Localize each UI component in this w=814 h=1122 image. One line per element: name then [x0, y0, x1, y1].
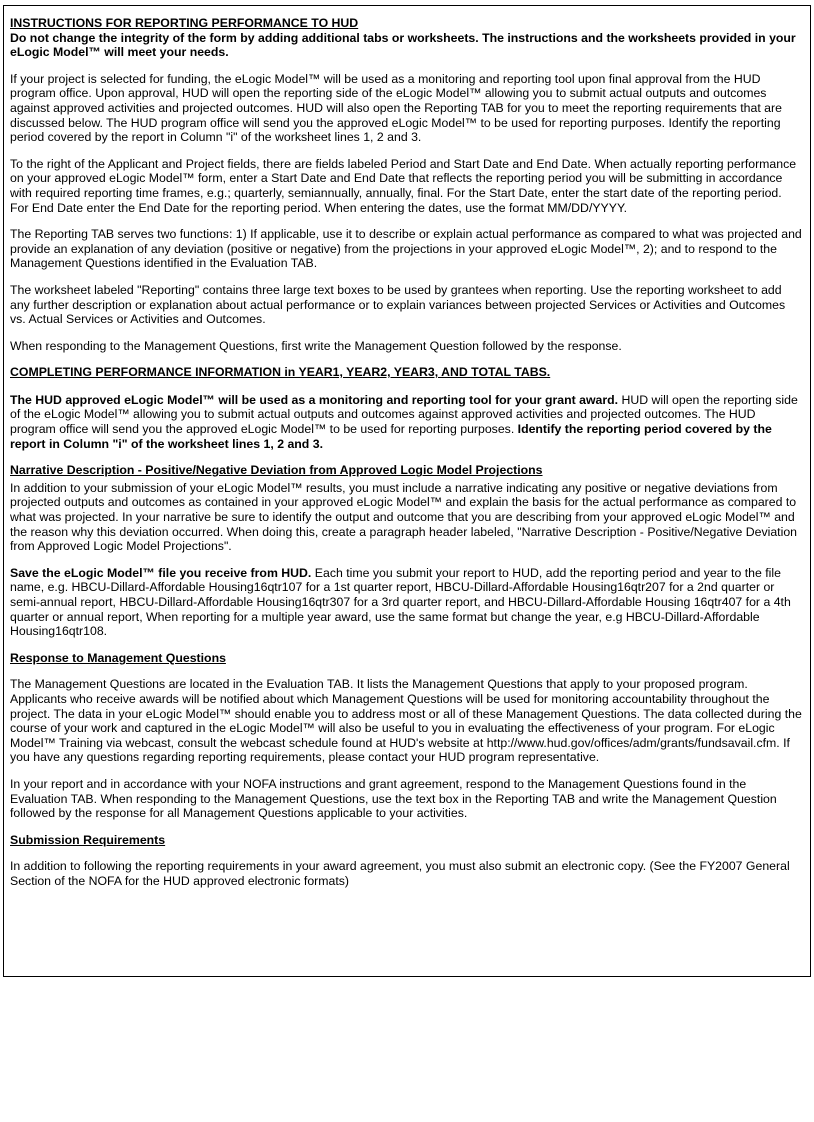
paragraph-reporting-tab-functions: The Reporting TAB serves two functions: 1) If applicable, use it to describe or explain actual performance as compared to what was projected and provide an explanation of any deviation (positive or negative) from the projections in your approved eLogic Model™, 2); and to respond to the Management Questions identified in the Evaluation TAB.	[10, 227, 802, 271]
lead-normal-text: HUD will open the reporting side of the eLogic Model™ allowing you to submit actual outputs and outcomes against approved activities and projected outcomes. The HUD program office will send you the approved eLogic Model™ to be used for reporting purposes.	[10, 392, 798, 437]
spacer	[10, 668, 802, 677]
save-file-rest: Each time you submit your report to HUD, add the reporting period and year to the file name, e.g. HBCU-Dillard-Affordable Housing16qtr107 for a 1st quarter report, HBCU-Dillard-Affordable Housing16qtr207 for a 2nd quarter or semi-annual report, HBCU-Dillard-Affordable Housing16qtr307 for a 3rd quarter report, and HBCU-Dillard-Affordable Housing 16qtr407 for a 4th quarter or annual report, When reporting for a multiple year award, use the same format but change the year, e.g HBCU-Dillard-Affordable Housing16qtr108.	[10, 565, 791, 639]
subheading-response-management-questions: Response to Management Questions	[10, 650, 226, 665]
section-heading-completing-performance: COMPLETING PERFORMANCE INFORMATION in YEAR1, YEAR2, YEAR3, AND TOTAL TABS.	[10, 365, 551, 380]
spacer	[10, 850, 802, 859]
document-content	[4, 6, 810, 976]
paragraph-save-file	[10, 566, 802, 639]
paragraph-narrative-description: In addition to your submission of your eLogic Model™ results, you must include a narrative indicating any positive or negative deviations from projected outputs and outcomes as contained in your approved eLogic Model™ and explain the basis for the actual performance as compared to what was projected. In your narrative be sure to identify the output and outcome that you are describing from your approved eLogic Model™ and the reason why this deviation occurred. When doing this, create a paragraph header labeled, "Narrative Description - Positive/Negative Deviation from Approved Logic Model Projections".	[10, 480, 798, 554]
paragraph-submission-requirements: In addition to following the reporting requirements in your award agreement, you must also submit an electronic copy. (See the FY2007 General Section of the NOFA for the HUD approved electronic formats)	[10, 859, 790, 888]
subheading-submission-requirements: Submission Requirements	[10, 832, 166, 847]
paragraph-reporting-worksheet: The worksheet labeled "Reporting" contains three large text boxes to be used by grantees when reporting. Use the reporting worksheet to add any further description or explanation about actual performance or to explain variances between projected Services or Activities and Outcomes vs. Actual Services or Activities and Outcomes.	[10, 282, 786, 327]
lead-bold-identify: Identify the reporting period covered by the report in Column "i" of the worksheet lines 1, 2 and 3.	[10, 422, 772, 451]
paragraph-management-question-order: When responding to the Management Questions, first write the Management Question followed by the response.	[10, 338, 622, 353]
spacer	[10, 380, 802, 393]
document-frame	[3, 5, 811, 977]
paragraph-nofa-response: In your report and in accordance with your NOFA instructions and grant agreement, respond to the Management Questions found in the Evaluation TAB. When responding to the Management Questions, use the text box in the Reporting TAB and write the Management Question followed by the response for all Management Questions applicable to your activities.	[10, 776, 777, 821]
paragraph-period-dates: To the right of the Applicant and Project fields, there are fields labeled Period and Start Date and End Date. When actually reporting performance on your approved eLogic Model™ form, enter a Start Date and End Date that reflects the reporting period you will be submitting in accordance with required reporting time frames, e.g.; quarterly, semiannually, annually, final. For the Start Date, enter the start date of the reporting period. For End Date enter the End Date for the reporting period. When entering the dates, use the format MM/DD/YYYY.	[10, 156, 797, 215]
paragraph-hud-approved-lead	[10, 393, 802, 451]
save-file-bold: Save the eLogic Model™ file you receive from HUD.	[10, 565, 312, 580]
page-title: INSTRUCTIONS FOR REPORTING PERFORMANCE TO HUD	[10, 16, 359, 30]
paragraph-management-questions: The Management Questions are located in the Evaluation TAB. It lists the Management Questions that apply to your proposed program. Applicants who receive awards will be notified about which Management Questions will be used for monitoring accountability throughout the project. The data in your eLogic Model™ should enable you to address most or all of these Management Questions. The data collected during the course of your work and captured in the eLogic Model™ will also be useful to you in evaluating the effectiveness of your program. For eLogic Model™ Training via webcast, consult the webcast schedule found at HUD's website at http://www.hud.gov/offices/adm/grants/fundsavail.cfm. If you have any questions regarding reporting requirements, please contact your HUD program representative.	[10, 677, 802, 765]
subheading-narrative-description: Narrative Description - Positive/Negative Deviation from Approved Logic Model Projections	[10, 463, 543, 478]
lead-bold-intro: The HUD approved eLogic Model™ will be used as a monitoring and reporting tool for your grant award.	[10, 392, 619, 407]
integrity-warning: Do not change the integrity of the form by adding additional tabs or worksheets. The instructions and the worksheets provided in your eLogic Model™ will meet your needs.	[10, 30, 796, 60]
paragraph-monitoring-tool: If your project is selected for funding, the eLogic Model™ will be used as a monitoring and reporting tool upon final approval from the HUD program office. Upon approval, HUD will open the reporting side of the eLogic Model™ allowing you to submit actual outputs and outcomes against approved activities and projected outcomes. HUD will also open the Reporting TAB for you to meet the reporting requirements that are discussed below. The HUD program office will send you the approved eLogic Model™ to be used for reporting purposes. Identify the reporting period covered by the report in Column "i" of the worksheet lines 1, 2 and 3.	[10, 71, 782, 145]
